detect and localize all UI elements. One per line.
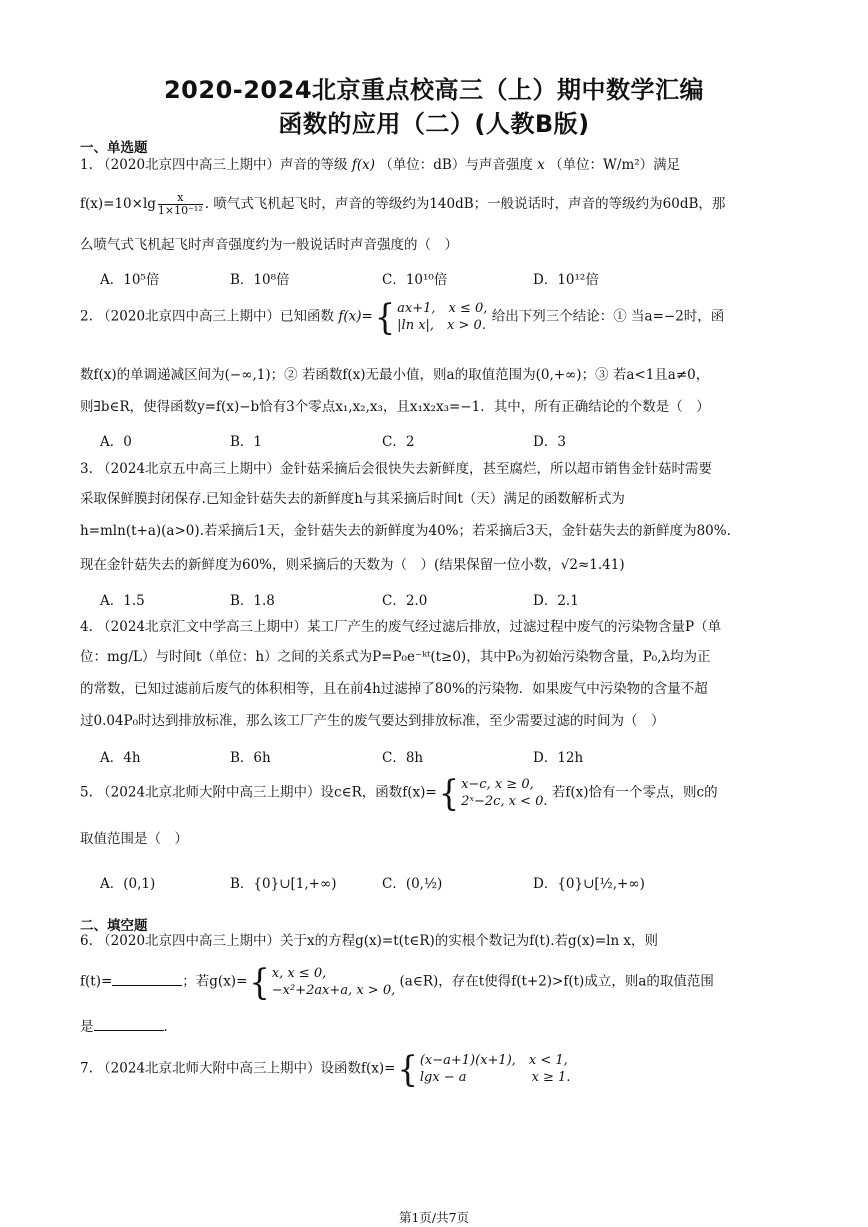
document-subtitle: 函数的应用（二）(人教B版) (278, 110, 590, 138)
q3-option-d: D．2.1 (533, 593, 579, 609)
q4-line1: 4. （2024北京汇文中学高三上期中）某工厂产生的废气经过滤后排放，过滤过程中废气的污染物含量P（单 (80, 619, 722, 635)
q6-blank-2[interactable] (94, 1018, 164, 1031)
q5-line2: 取值范围是（ ） (80, 831, 188, 847)
q2-line1: 2. （2020北京四中高三上期中）已知函数 f(x)={ ax+1, x ≤ 0, |ln x|, x > 0. 给出下列三个结论：① 当a=−2时，函 (80, 296, 725, 338)
q2-option-b: B．1 (230, 434, 263, 450)
q6-blank-1[interactable] (112, 973, 182, 986)
q4-line2: 位：mg/L）与时间t（单位：h）之间的关系式为P=P₀e⁻ᵏᵗ(t≥0)，其中P₀为初始污染物含量，P₀,λ均为正 (80, 649, 711, 665)
q2-line3: 则∃b∈R，使得函数y=f(x)−b恰有3个零点x₁,x₂,x₃，且x₁x₂x₃=−1．其中，所有正确结论的个数是（ ） (80, 399, 710, 415)
q7-line1: 7. （2024北京北师大附中高三上期中）设函数f(x)={ (x−a+1)(x+1), x < 1, lgx − a x ≥ 1. (80, 1048, 571, 1090)
q4-option-d: D．12h (533, 750, 584, 766)
q6-line3: 是 . (80, 1019, 168, 1035)
q2-piecewise: ax+1, x ≤ 0, |ln x|, x > 0. (397, 301, 488, 333)
q3-option-b: B．1.8 (230, 593, 275, 609)
q2-option-a: A．0 (100, 434, 132, 450)
q5-piecewise: x−c, x ≥ 0, 2ˣ−2c, x < 0. (461, 777, 548, 809)
q3-line2: 采取保鲜膜封闭保存.已知金针菇失去的新鲜度h与其采摘后时间t（天）满足的函数解析式为 (80, 491, 625, 507)
q4-option-a: A．4h (100, 750, 141, 766)
q3-option-a: A．1.5 (100, 593, 145, 609)
q5-option-c: C．(0,½) (382, 876, 443, 892)
q1-fraction: $\frac{x}{\text{1×10⁻¹²}}$ (157, 191, 203, 217)
q3-line3: h=mln(t+a)(a>0).若采摘后1天，金针菇失去的新鲜度为40%；若采摘后3天，金针菇失去的新鲜度为80%. (80, 523, 731, 539)
q5-option-a: A．(0,1) (100, 876, 156, 892)
q5-option-d: D．{0}∪[½,+∞) (533, 876, 645, 892)
q1-option-b: B．10⁸倍 (230, 272, 290, 288)
section-single-choice: 一、单选题 (80, 140, 148, 156)
q4-line3: 的常数，已知过滤前后废气的体积相等，且在前4h过滤掉了80%的污染物．如果废气中污染物的含量不超 (80, 681, 708, 697)
q1-line1: 1. （2020北京四中高三上期中）声音的等级 f(x) （单位：dB）与声音强度 x （单位：W/m²）满足 (80, 157, 681, 173)
q3-line1: 3. （2024北京五中高三上期中）金针菇采摘后会很快失去新鲜度，甚至腐烂，所以超市销售金针菇时需要 (80, 461, 713, 477)
q1-line2: f(x)=10×lg $\frac{x}{\text{1×10⁻¹²}}$ . 喷气式飞机起飞时，声音的等级约为140dB；一般说话时，声音的等级约为60dB，那 (80, 191, 726, 217)
q3-line4: 现在金针菇失去的新鲜度为60%，则采摘后的天数为（ ）(结果保留一位小数，√2≈1.41) (80, 557, 625, 573)
document-title: 2020-2024北京重点校高三（上）期中数学汇编 (163, 76, 705, 104)
q2-line2: 数f(x)的单调递减区间为(−∞,1)；② 若函数f(x)无最小值，则a的取值范围为(0,+∞)；③ 若a<1且a≠0， (80, 367, 710, 383)
q1-line3: 么喷气式飞机起飞时声音强度约为一般说话时声音强度的（ ） (80, 237, 458, 253)
q1-option-c: C．10¹⁰倍 (382, 272, 448, 288)
q7-piecewise: (x−a+1)(x+1), x < 1, lgx − a x ≥ 1. (419, 1053, 571, 1085)
q6-piecewise: x, x ≤ 0, −x²+2ax+a, x > 0, (271, 966, 396, 998)
q4-option-b: B．6h (230, 750, 271, 766)
q4-line4: 过0.04P₀时达到排放标准，那么该工厂产生的废气要达到排放标准，至少需要过滤的时间为（ ） (80, 713, 665, 729)
q6-line1: 6. （2020北京四中高三上期中）关于x的方程g(x)=t(t∈R)的实根个数记为f(t).若g(x)=ln x，则 (80, 933, 659, 949)
q5-line1: 5. （2024北京北师大附中高三上期中）设c∈R，函数f(x)={ x−c, x ≥ 0, 2ˣ−2c, x < 0. 若f(x)恰有一个零点，则c的 (80, 772, 718, 814)
q2-option-d: D．3 (533, 434, 566, 450)
q1-option-a: A．10⁵倍 (100, 272, 160, 288)
q3-option-c: C．2.0 (382, 593, 428, 609)
q1-option-d: D．10¹²倍 (533, 272, 599, 288)
page-footer: 第1页/共7页 (398, 1210, 470, 1225)
q5-option-b: B．{0}∪[1,+∞) (230, 876, 337, 892)
q2-option-c: C．2 (382, 434, 415, 450)
q6-line2: f(t)= ；若g(x)={ x, x ≤ 0, −x²+2ax+a, x > 0, (a∈R)，存在t使得f(t+2)>f(t)成立，则a的取值范围 (80, 961, 714, 1003)
q4-option-c: C．8h (382, 750, 424, 766)
section-fill-in: 二、填空题 (80, 918, 148, 934)
